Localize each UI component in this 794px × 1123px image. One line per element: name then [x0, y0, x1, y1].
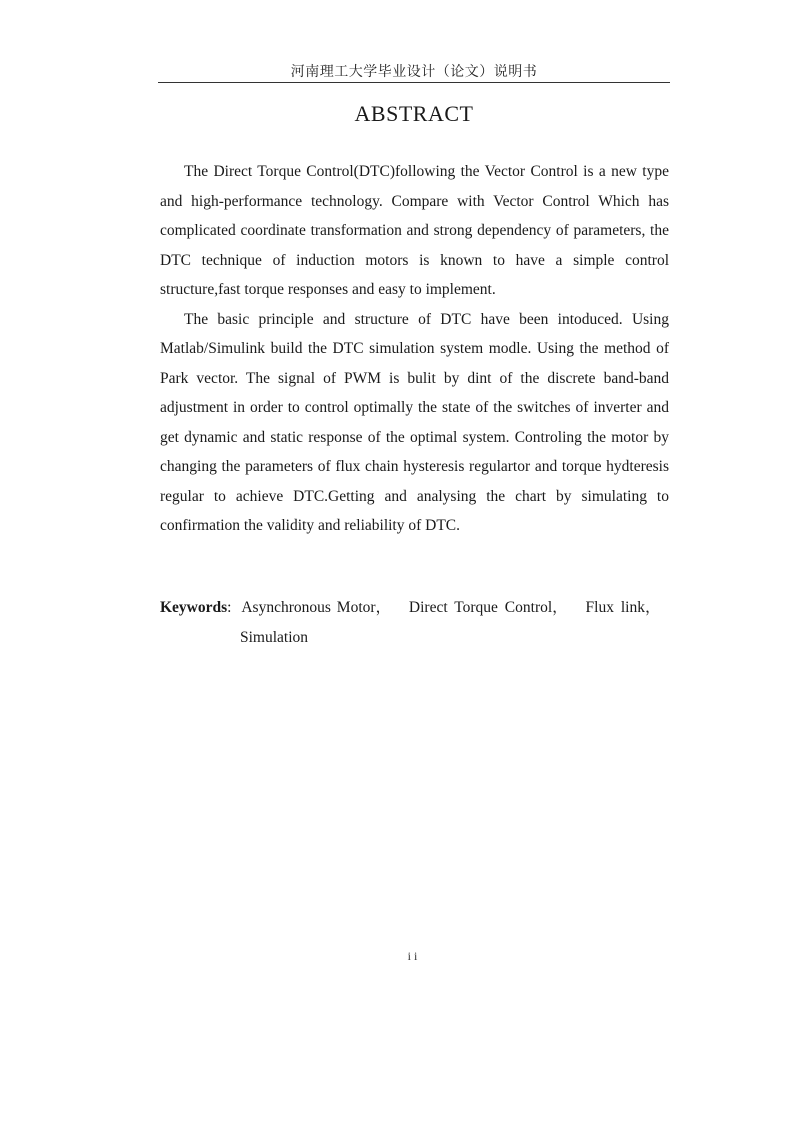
running-header: 河南理工大学毕业设计（论文）说明书 — [290, 64, 538, 80]
keywords-row — [160, 593, 669, 623]
abstract-title: ABSTRACT — [354, 101, 474, 126]
abstract-paragraph-1: The Direct Torque Control(DTC)following the Vector Control is a new type and high-performance technology. Compare with Vector Control Which has complicated coordinate transformation and strong dependency of parameters, the DTC technique of induction motors is known to have a simple control structure,fast torque responses and easy to implement. — [160, 163, 669, 298]
keywords-row — [160, 623, 669, 653]
keyword-item: Simulation — [240, 628, 309, 646]
abstract-paragraph-2: The basic principle and structure of DTC have been intoduced. Using Matlab/Simulink build the DTC simulation system modle. Using the method of Park vector. The signal of PWM is bulit by dint of the discrete band-band adjustment in order to control optimally the state of the switches of inverter and get dynamic and static response of the optimal system. Controling the motor by changing the parameters of flux chain hysteresis regulartor and torque hydteresis regular to achieve DTC.Getting and analysing the chart by simulating to confirmation the validity and reliability of DTC. — [160, 310, 669, 534]
keyword-item: Flux link， — [585, 599, 661, 616]
header-rule — [158, 82, 670, 83]
keyword-item: Asynchronous Motor， — [241, 599, 392, 616]
abstract-body — [160, 157, 669, 541]
keywords-label: Keywords — [160, 599, 228, 616]
keywords-section — [160, 593, 669, 652]
keywords-separator: : — [227, 599, 232, 616]
page-number: ii — [407, 949, 421, 963]
keyword-item: Direct Torque Control， — [408, 599, 568, 616]
